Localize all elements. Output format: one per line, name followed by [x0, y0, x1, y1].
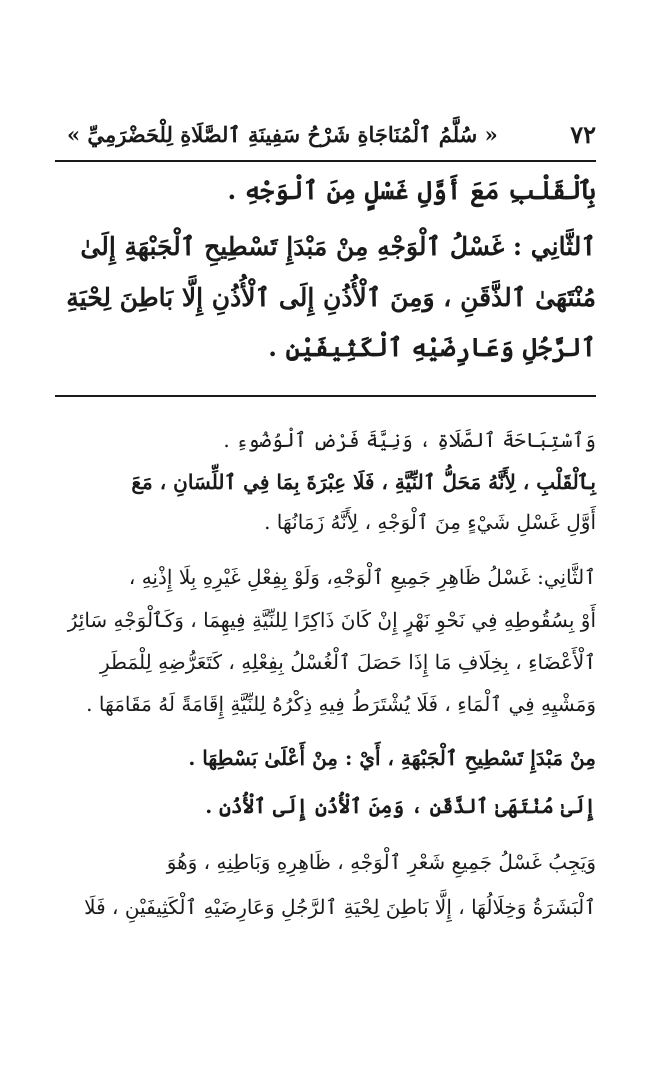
sharh-line: ٱلْبَشَرَةُ وَخِلَالُهَا ، إِلَّا بَاطِنَ لِحْيَةِ ٱلرَّجُلِ وَعَارِضَيْهِ ٱلْكَثِيفَيْنِ ، فَلَا — [84, 895, 596, 919]
section-divider — [55, 395, 596, 397]
sharh-line: إِلَىٰ مُنْتَهَىٰ ٱلذَّقَنِ ، وَمِنَ ٱلْأُذُنِ إِلَى ٱلْأُذُنِ . — [205, 794, 596, 818]
sharh-line: وَمَشْيِهِ فِي ٱلْمَاءِ ، فَلَا يُشْتَرَطُ فِيهِ ذِكْرُهُ لِلنِّيَّةِ إِقَامَةً لَهُ مَقَامَهَا . — [86, 692, 596, 716]
header-rule — [55, 160, 596, 162]
matn-line: ٱلثَّانِي : غَسْلُ ٱلْوَجْهِ مِنْ مَبْدَإِ تَسْطِيحِ ٱلْجَبْهَةِ إِلَىٰ — [80, 232, 596, 261]
page-header — [55, 118, 596, 158]
sharh-line: ٱلثَّانِي: غَسْلُ ظَاهِرِ جَمِيعِ ٱلْوَجْهِ، وَلَوْ بِفِعْلِ غَيْرِهِ بِلَا إِذْنِهِ ، — [128, 565, 596, 589]
sharh-text — [55, 420, 596, 940]
sharh-line: وَٱسْتِبَاحَةَ ٱلصَّلَاةِ ، وَنِيَّةَ فَرْضِ ٱلْوُضُوءِ . — [223, 428, 596, 452]
matn-text — [55, 170, 596, 370]
page-number: ٧٢ — [570, 120, 596, 149]
sharh-line: بِٱلْقَلْبِ ، لِأَنَّهُ مَحَلُّ ٱلنِّيَّةِ ، فَلَا عِبْرَةَ بِمَا فِي ٱللِّسَانِ ، مَعَ — [131, 470, 596, 494]
matn-line: مُنْتَهَىٰ ٱلذَّقَنِ ، وَمِنَ ٱلْأُذُنِ إِلَى ٱلْأُذُنِ إِلَّا بَاطِنَ لِحْيَةِ — [66, 283, 596, 312]
running-title: « سُلَّمُ ٱلْمُنَاجَاةِ شَرْحُ سَفِينَةِ ٱلصَّلَاةِ لِلْحَضْرَمِيِّ » — [67, 122, 498, 147]
matn-line: بِٱلْقَلْبِ مَعَ أَوَّلِ غَسْلٍ مِنَ ٱلْوَجْهِ . — [227, 176, 596, 205]
sharh-line: وَيَجِبُ غَسْلُ جَمِيعِ شَعْرِ ٱلْوَجْهِ ، ظَاهِرِهِ وَبَاطِنِهِ ، وَهُوَ — [166, 850, 596, 874]
sharh-line: ٱلْأَعْضَاءِ ، بِخِلَافِ مَا إِذَا حَصَلَ ٱلْغُسْلُ بِفِعْلِهِ ، كَتَعَرُّضِهِ لِلْمَطَرِ — [100, 650, 596, 674]
sharh-line: أَوْ بِسُقُوطِهِ فِي نَحْوِ نَهْرٍ إِنْ كَانَ ذَاكِرًا لِلنِّيَّةِ فِيهِمَا ، وَكَٱلْوَجْهِ سَائِرُ — [67, 608, 596, 632]
matn-line: ٱلرَّجُلِ وَعَارِضَيْهِ ٱلْكَثِيفَيْنِ . — [268, 333, 596, 362]
sharh-line: مِنْ مَبْدَإِ تَسْطِيحِ ٱلْجَبْهَةِ ، أَيْ : مِنْ أَعْلَىٰ بَسْطِهَا . — [188, 746, 596, 770]
sharh-line: أَوَّلِ غَسْلِ شَيْءٍ مِنَ ٱلْوَجْهِ ، لِأَنَّهُ زَمَانُهَا . — [264, 510, 596, 534]
